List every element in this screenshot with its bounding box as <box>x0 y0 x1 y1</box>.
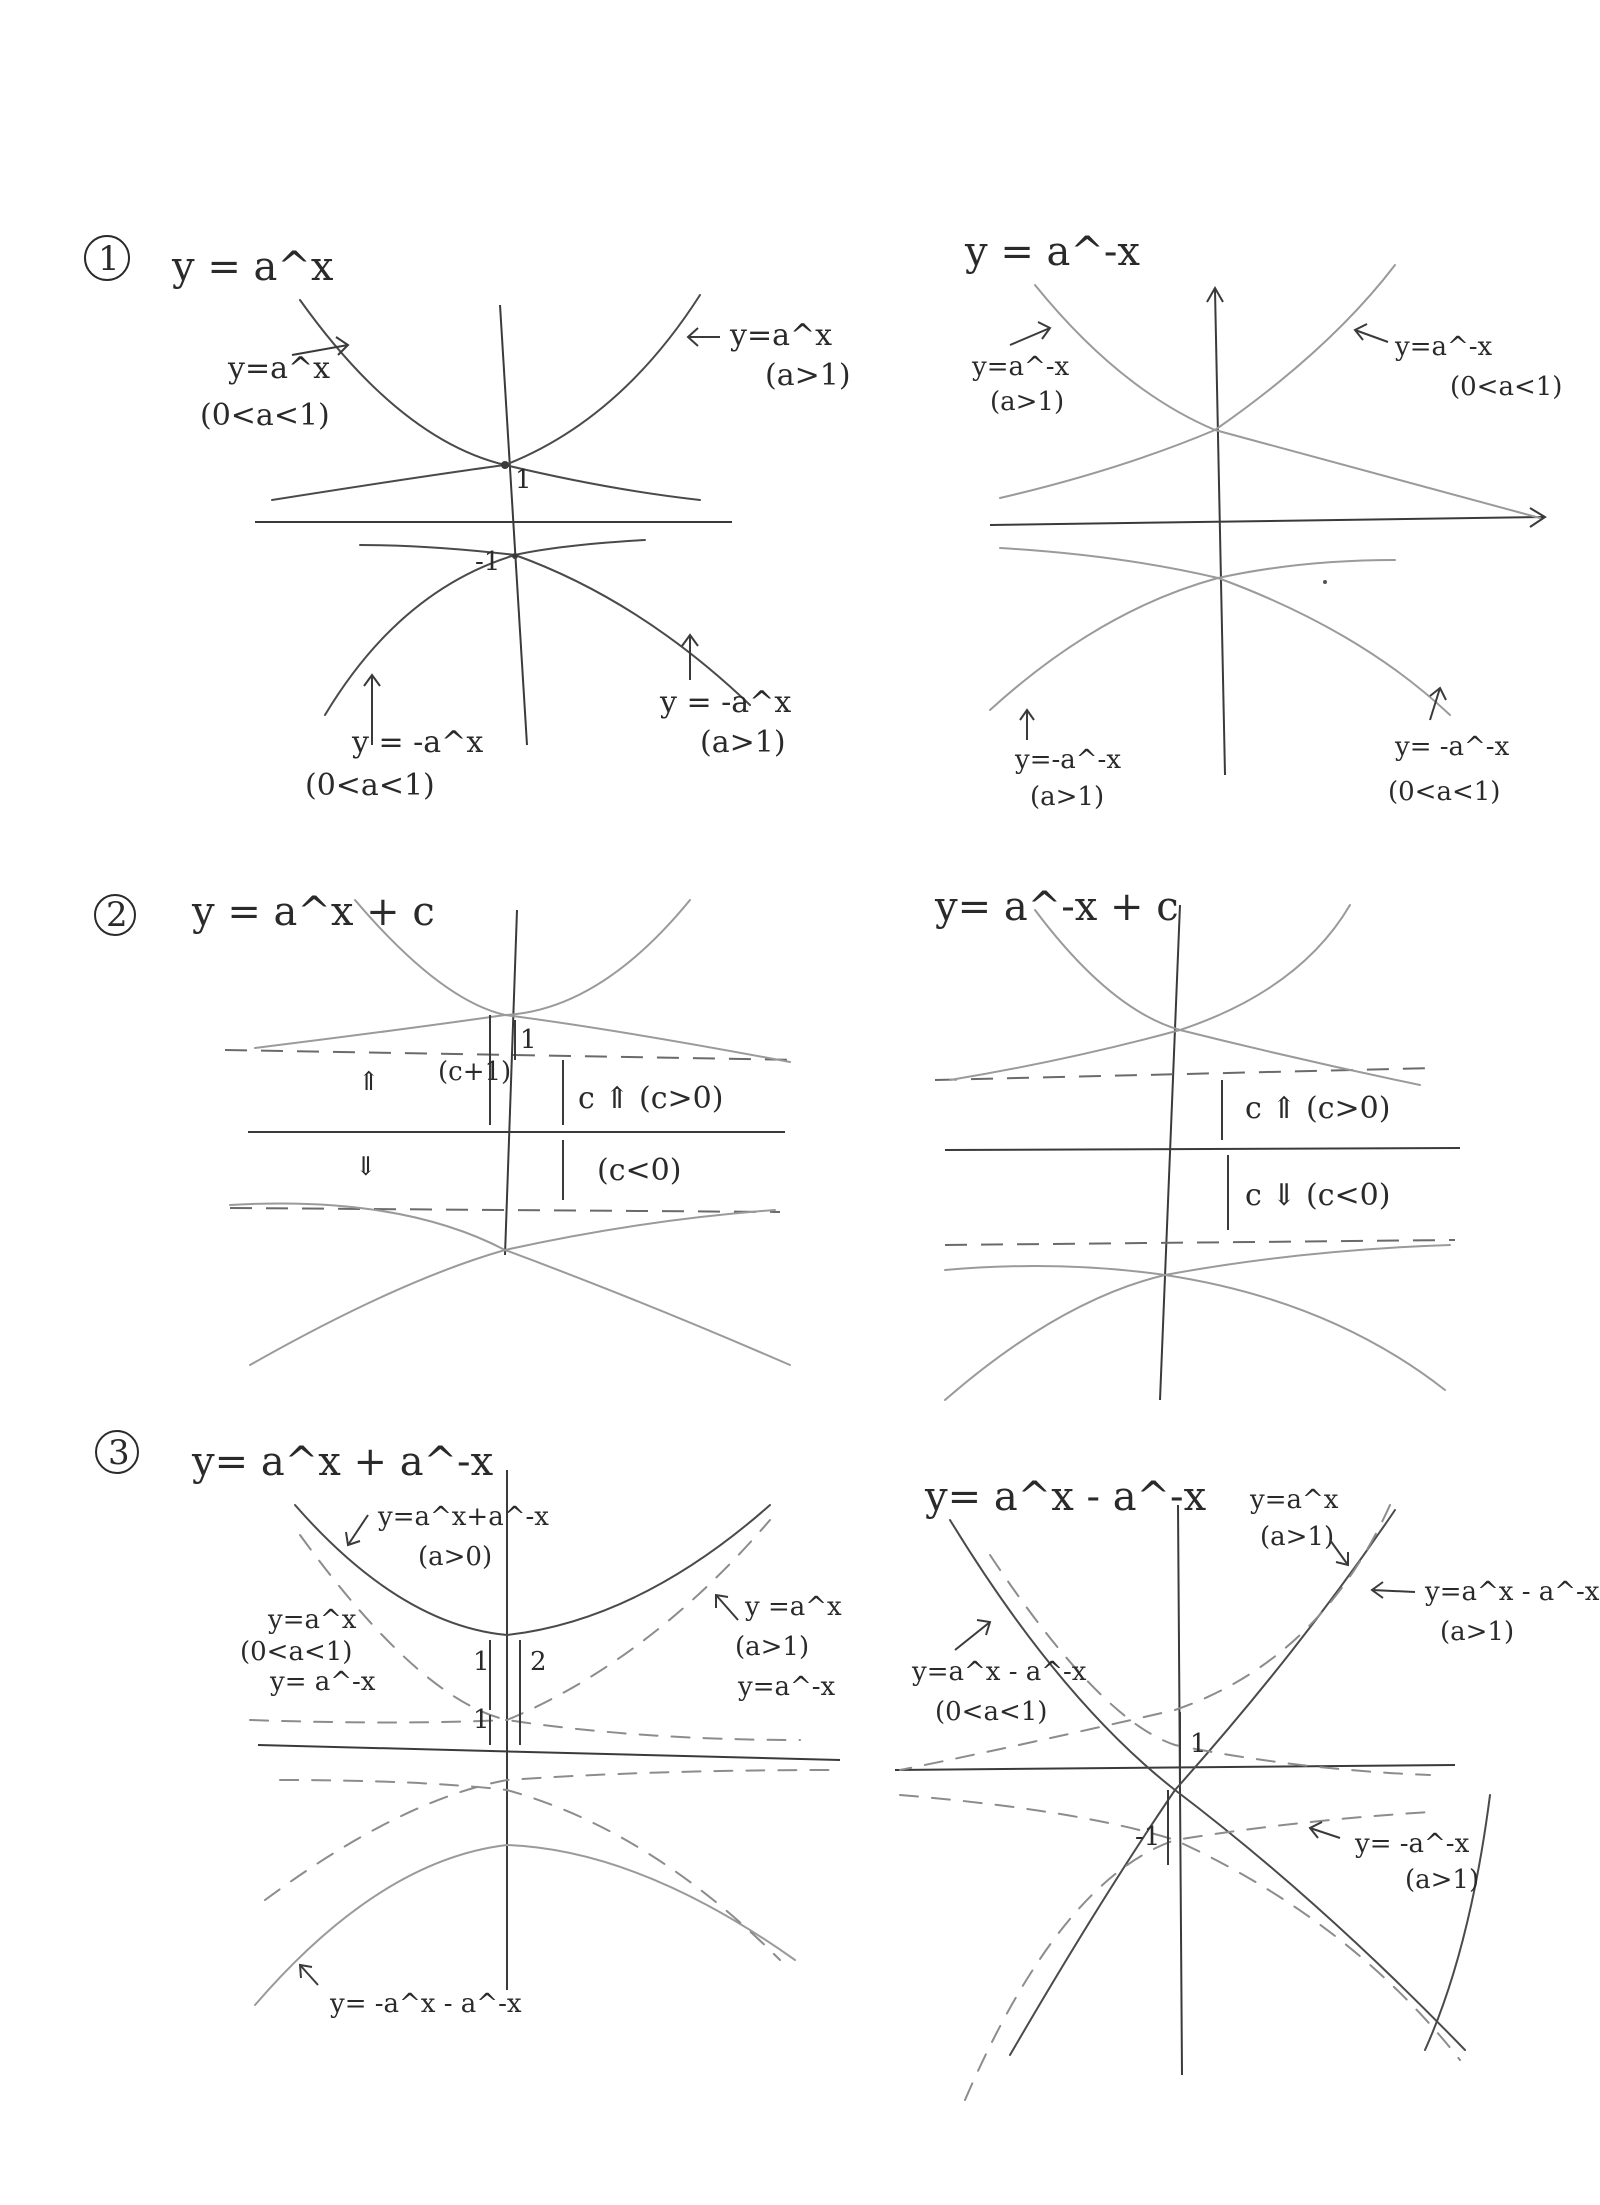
label-neg-a-pow-neg-x-gt1: y=-a^-x <box>1015 745 1121 775</box>
x-axis <box>258 1745 840 1760</box>
y-axis <box>500 305 527 745</box>
curve-neg-a-pow-neg-x-lt1 <box>1000 548 1450 715</box>
shifted-asymptote-down <box>230 1208 780 1212</box>
label-a-pow-x-gt1: y=a^x <box>730 318 833 353</box>
curve-shifted-down-a <box>230 1203 790 1365</box>
arrow-to-neg-sum <box>300 1965 318 1985</box>
curve-diff-gt1 <box>1010 1510 1395 2055</box>
pencil-dot <box>1323 580 1327 584</box>
section-2-right-graph <box>934 884 1460 1400</box>
label-a-pow-neg-x-gt1: y=a^-x <box>972 352 1070 382</box>
tick-1: 1 <box>520 1025 537 1055</box>
curve-neg-exp-b <box>280 1780 780 1960</box>
label-a-pow-x-lt1: y=a^x <box>228 351 331 386</box>
section-1-right-graph <box>964 229 1562 812</box>
label-a-pow-x-gt1-cond: (a>1) <box>765 358 851 393</box>
label-neg-a-pow-neg-x-lt1: y= -a^-x <box>1395 732 1510 762</box>
point-0-minus-1 <box>512 553 518 559</box>
tick-1: 1 <box>515 465 532 495</box>
arrow-to-a-pow-x-gt1 <box>1330 1540 1348 1565</box>
section-1-number: 1 <box>98 239 120 279</box>
curve-shifted-down-a <box>945 1245 1450 1400</box>
shifted-asymptote-down <box>945 1240 1455 1245</box>
section-3-left-title: y= a^x + a^-x <box>192 1439 494 1485</box>
shift-up-arrow: ⇑ <box>358 1067 380 1097</box>
curve-neg-a-pow-neg-x-gt1 <box>990 560 1395 710</box>
label-c-down: (c<0) <box>597 1153 682 1188</box>
label-a-pow-x-lt1: y=a^x <box>268 1605 357 1635</box>
section-3-right-graph <box>895 1474 1600 2100</box>
tick-minus-1: -1 <box>475 547 501 577</box>
section-1-left-graph <box>85 236 851 803</box>
label-a-pow-neg-x-gt1-cond: (a>1) <box>990 387 1065 417</box>
shift-down-arrow: ⇓ <box>355 1152 377 1182</box>
section-2-number: 2 <box>106 895 128 935</box>
section-2-right-title: y= a^-x + c <box>935 884 1179 930</box>
y-axis <box>1160 905 1180 1400</box>
label-neg-a-pow-x-gt1: y = -a^x <box>660 685 792 720</box>
curve-diff-lt1 <box>950 1520 1465 2050</box>
curve-a-pow-x-lt1 <box>300 300 700 500</box>
label-neg-a-pow-x-lt1-cond: (0<a<1) <box>305 768 435 803</box>
section-3-right-title: y= a^x - a^-x <box>925 1474 1207 1520</box>
label-c-up: c ⇑ (c>0) <box>1245 1091 1391 1126</box>
label-a-pow-x-gt1-cond: (a>1) <box>1260 1522 1335 1552</box>
label-neg-a-pow-neg-x-cond: (a>1) <box>1405 1865 1480 1895</box>
tick-1-lower: 1 <box>473 1705 490 1735</box>
arrow-to-diff-lt1 <box>955 1622 990 1650</box>
curve-a-pow-x-lt1 <box>300 1535 800 1740</box>
section-1-left-title: y = a^x <box>172 244 334 290</box>
label-neg-a-pow-x-gt1-cond: (a>1) <box>700 725 786 760</box>
label-c-plus-1: (c+1) <box>438 1057 512 1087</box>
section-3-left-graph <box>96 1431 842 2019</box>
curve-neg-sum <box>255 1845 795 2005</box>
curve-neg-a-pow-x-lt1 <box>360 545 750 705</box>
point-0-1 <box>501 461 509 469</box>
section-3-number: 3 <box>108 1433 130 1473</box>
label-diff-gt1: y=a^x - a^-x <box>1425 1577 1600 1607</box>
curve-shifted-down-b <box>945 1266 1445 1390</box>
label-c-up: c ⇑ (c>0) <box>578 1081 724 1116</box>
label-diff-lt1: y=a^x - a^-x <box>912 1657 1087 1687</box>
curve-shifted-up-b <box>950 905 1350 1080</box>
arrow-to-sum <box>348 1515 368 1545</box>
section-2-left-graph <box>95 889 800 1365</box>
label-a-pow-x-lt1-cond: (0<a<1) <box>240 1637 353 1667</box>
label-a-pow-neg-x-gt1: y=a^-x <box>738 1672 836 1702</box>
label-neg-sum: y= -a^x - a^-x <box>330 1989 522 2019</box>
label-sum-cond: (a>0) <box>418 1542 493 1572</box>
y-axis <box>1178 1505 1182 2075</box>
curve-neg-exp-a <box>265 1770 830 1900</box>
label-neg-a-pow-neg-x-gt1-cond: (a>1) <box>1030 782 1105 812</box>
tick-1-upper: 1 <box>473 1647 490 1677</box>
label-diff-lt1-cond: (0<a<1) <box>935 1697 1048 1727</box>
x-axis <box>895 1765 1455 1770</box>
tick-1: 1 <box>1190 1729 1207 1759</box>
arrow-to-a-pow-x-gt1 <box>716 1595 738 1620</box>
label-a-pow-x-gt1: y =a^x <box>745 1592 842 1622</box>
label-sum: y=a^x+a^-x <box>378 1502 549 1532</box>
y-axis <box>1215 290 1225 775</box>
label-diff-gt1-cond: (a>1) <box>1440 1617 1515 1647</box>
label-a-pow-neg-x-lt1: y=a^-x <box>1395 332 1493 362</box>
tick-minus-1: -1 <box>1135 1822 1161 1852</box>
label-a-pow-neg-x-lt1: y= a^-x <box>270 1667 376 1697</box>
label-neg-a-pow-neg-x: y= -a^-x <box>1355 1829 1470 1859</box>
label-neg-a-pow-neg-x-lt1-cond: (0<a<1) <box>1388 777 1501 807</box>
arrow-to-diff-gt1 <box>1372 1590 1415 1592</box>
label-a-pow-neg-x-lt1-cond: (0<a<1) <box>1450 372 1563 402</box>
section-2-left-title: y = a^x + c <box>192 889 435 935</box>
label-neg-a-pow-x-lt1: y = -a^x <box>352 725 484 760</box>
x-axis <box>945 1148 1460 1150</box>
label-c-down: c ⇓ (c<0) <box>1245 1178 1391 1213</box>
curve-a-pow-x-gt1 <box>272 295 700 500</box>
label-a-pow-x-gt1: y=a^x <box>1250 1485 1339 1515</box>
label-a-pow-x-lt1-cond: (0<a<1) <box>200 398 330 433</box>
x-axis <box>990 517 1545 525</box>
curve-shifted-up-a <box>1035 910 1420 1085</box>
tick-2: 2 <box>530 1647 547 1677</box>
label-a-pow-x-gt1-cond: (a>1) <box>735 1632 810 1662</box>
section-1-right-title: y = a^-x <box>965 229 1140 275</box>
curve-shifted-down-b <box>250 1210 775 1365</box>
